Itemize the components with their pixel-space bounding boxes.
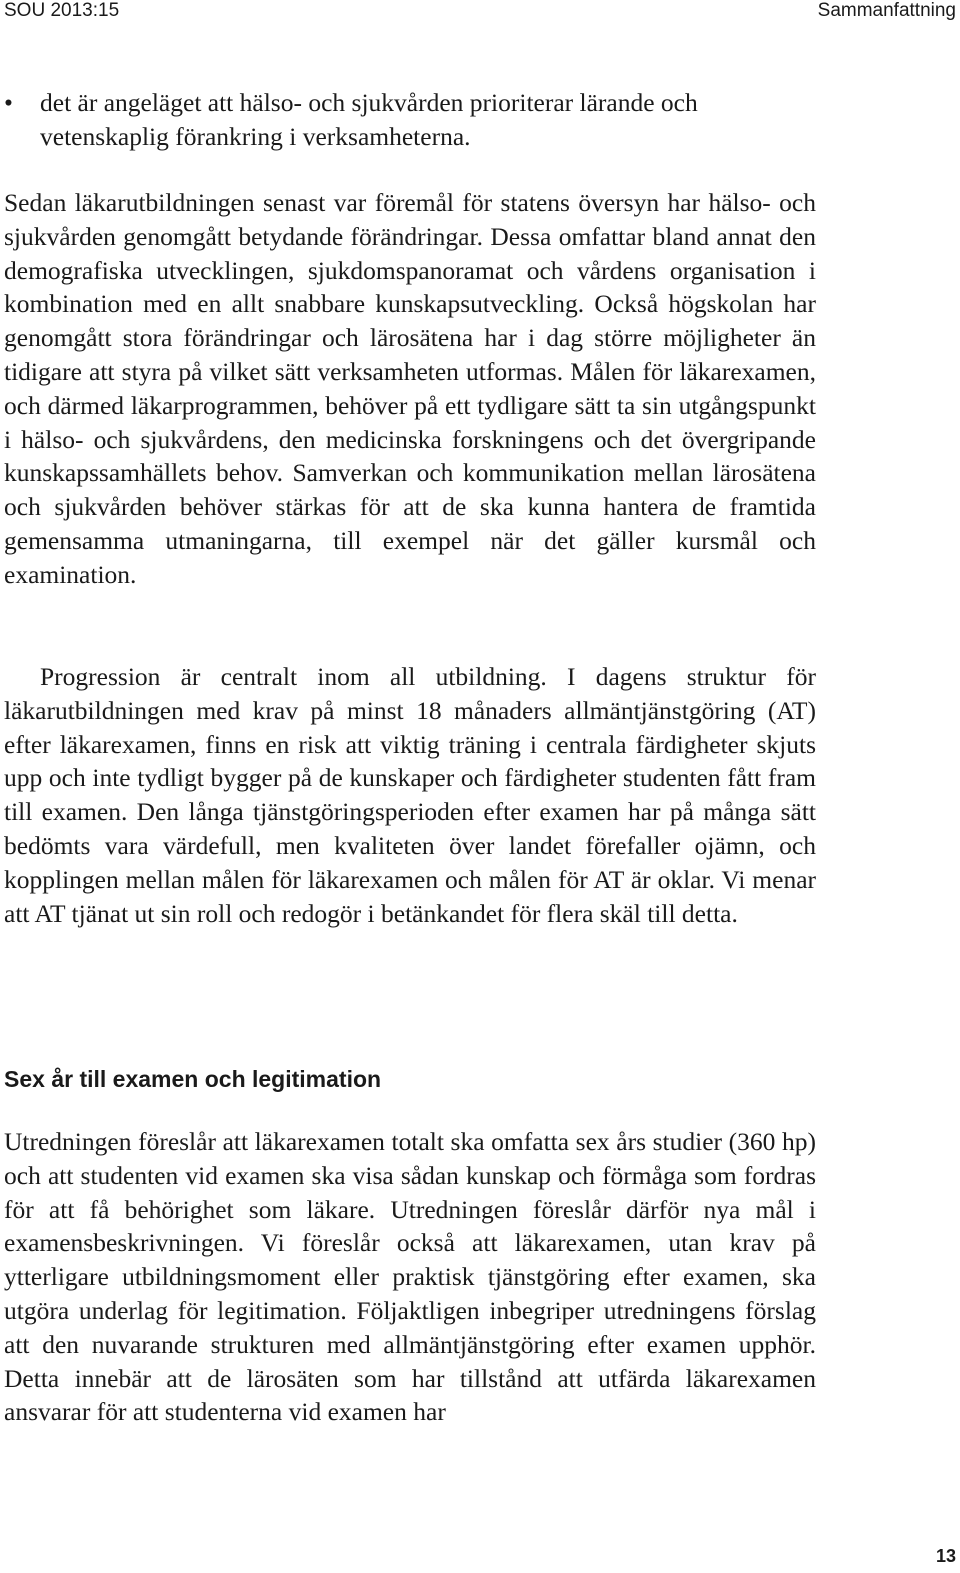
bullet-list-item	[4, 86, 816, 154]
bullet-icon: •	[4, 88, 13, 117]
section-heading: Sex år till examen och legitimation	[4, 1066, 382, 1092]
paragraph-2: Progression är centralt inom all utbildning. I dagens struktur för läkarutbildningen med krav på minst 18 månaders allmäntjänstgöring (AT) efter läkarexamen, finns en risk att viktig träning i centrala färdigheter skjuts upp och inte tydligt bygger på de kunskaper och färdigheter studenten fått fram till examen. Den långa tjänstgöringsperioden efter examen har på många sätt bedömts vara värdefull, men kvaliteten över landet förefaller ojämn, och kopplingen mellan målen för läkarexamen och målen för AT är oklar. Vi menar att AT tjänat ut sin roll och redogör i betänkandet för flera skäl till detta.	[4, 662, 816, 928]
report-id: SOU 2013:15	[4, 0, 120, 21]
running-header	[4, 0, 956, 24]
paragraph-1: Sedan läkarutbildningen senast var föremål för statens översyn har hälso- och sjukvården genomgått betydande förändringar. Dessa omfattar bland annat den demografiska utvecklingen, sjukdomspanoramat och vårdens organisation i kombination med en allt snabbare kunskapsutveckling. Också högskolan har genomgått stora förändringar och lärosätena har i dag större möjligheter än tidigare att styra på vilket sätt verksamheten utformas. Målen för läkarexamen, och därmed läkarprogrammen, behöver på ett tydligare sätt ta sin utgångspunkt i hälso- och sjukvårdens, den medicinska forskningens och det övergripande kunskapssamhällets behov. Samverkan och kommunikation mellan lärosätena och sjukvården behöver stärkas för att de ska kunna hantera de framtida gemensamma utmaningarna, till exempel när det gäller kursmål och examination.	[4, 188, 816, 589]
section-title: Sammanfattning	[817, 0, 956, 21]
paragraph-3: Utredningen föreslår att läkarexamen totalt ska omfatta sex års studier (360 hp) och att studenten vid examen ska visa sådan kunskap och förmåga som fordras för att få behörighet som läkare. Utredningen föreslår därför nya mål i examensbeskrivningen. Vi föreslår också att läkarexamen, utan krav på ytterligare utbildningsmoment eller praktisk tjänstgöring efter examen, ska utgöra underlag för legitimation. Följaktligen inbegriper utredningens förslag att den nuvarande strukturen med allmäntjänstgöring efter examen upphör. Detta innebär att de lärosäten som har tillstånd att utfärda läkarexamen ansvarar för att studenterna vid examen har	[4, 1127, 816, 1427]
bullet-text: det är angeläget att hälso- och sjukvården prioriterar lärande och vetenskaplig förankring i verksamheterna.	[40, 88, 698, 151]
page-number: 13	[935, 1546, 956, 1566]
